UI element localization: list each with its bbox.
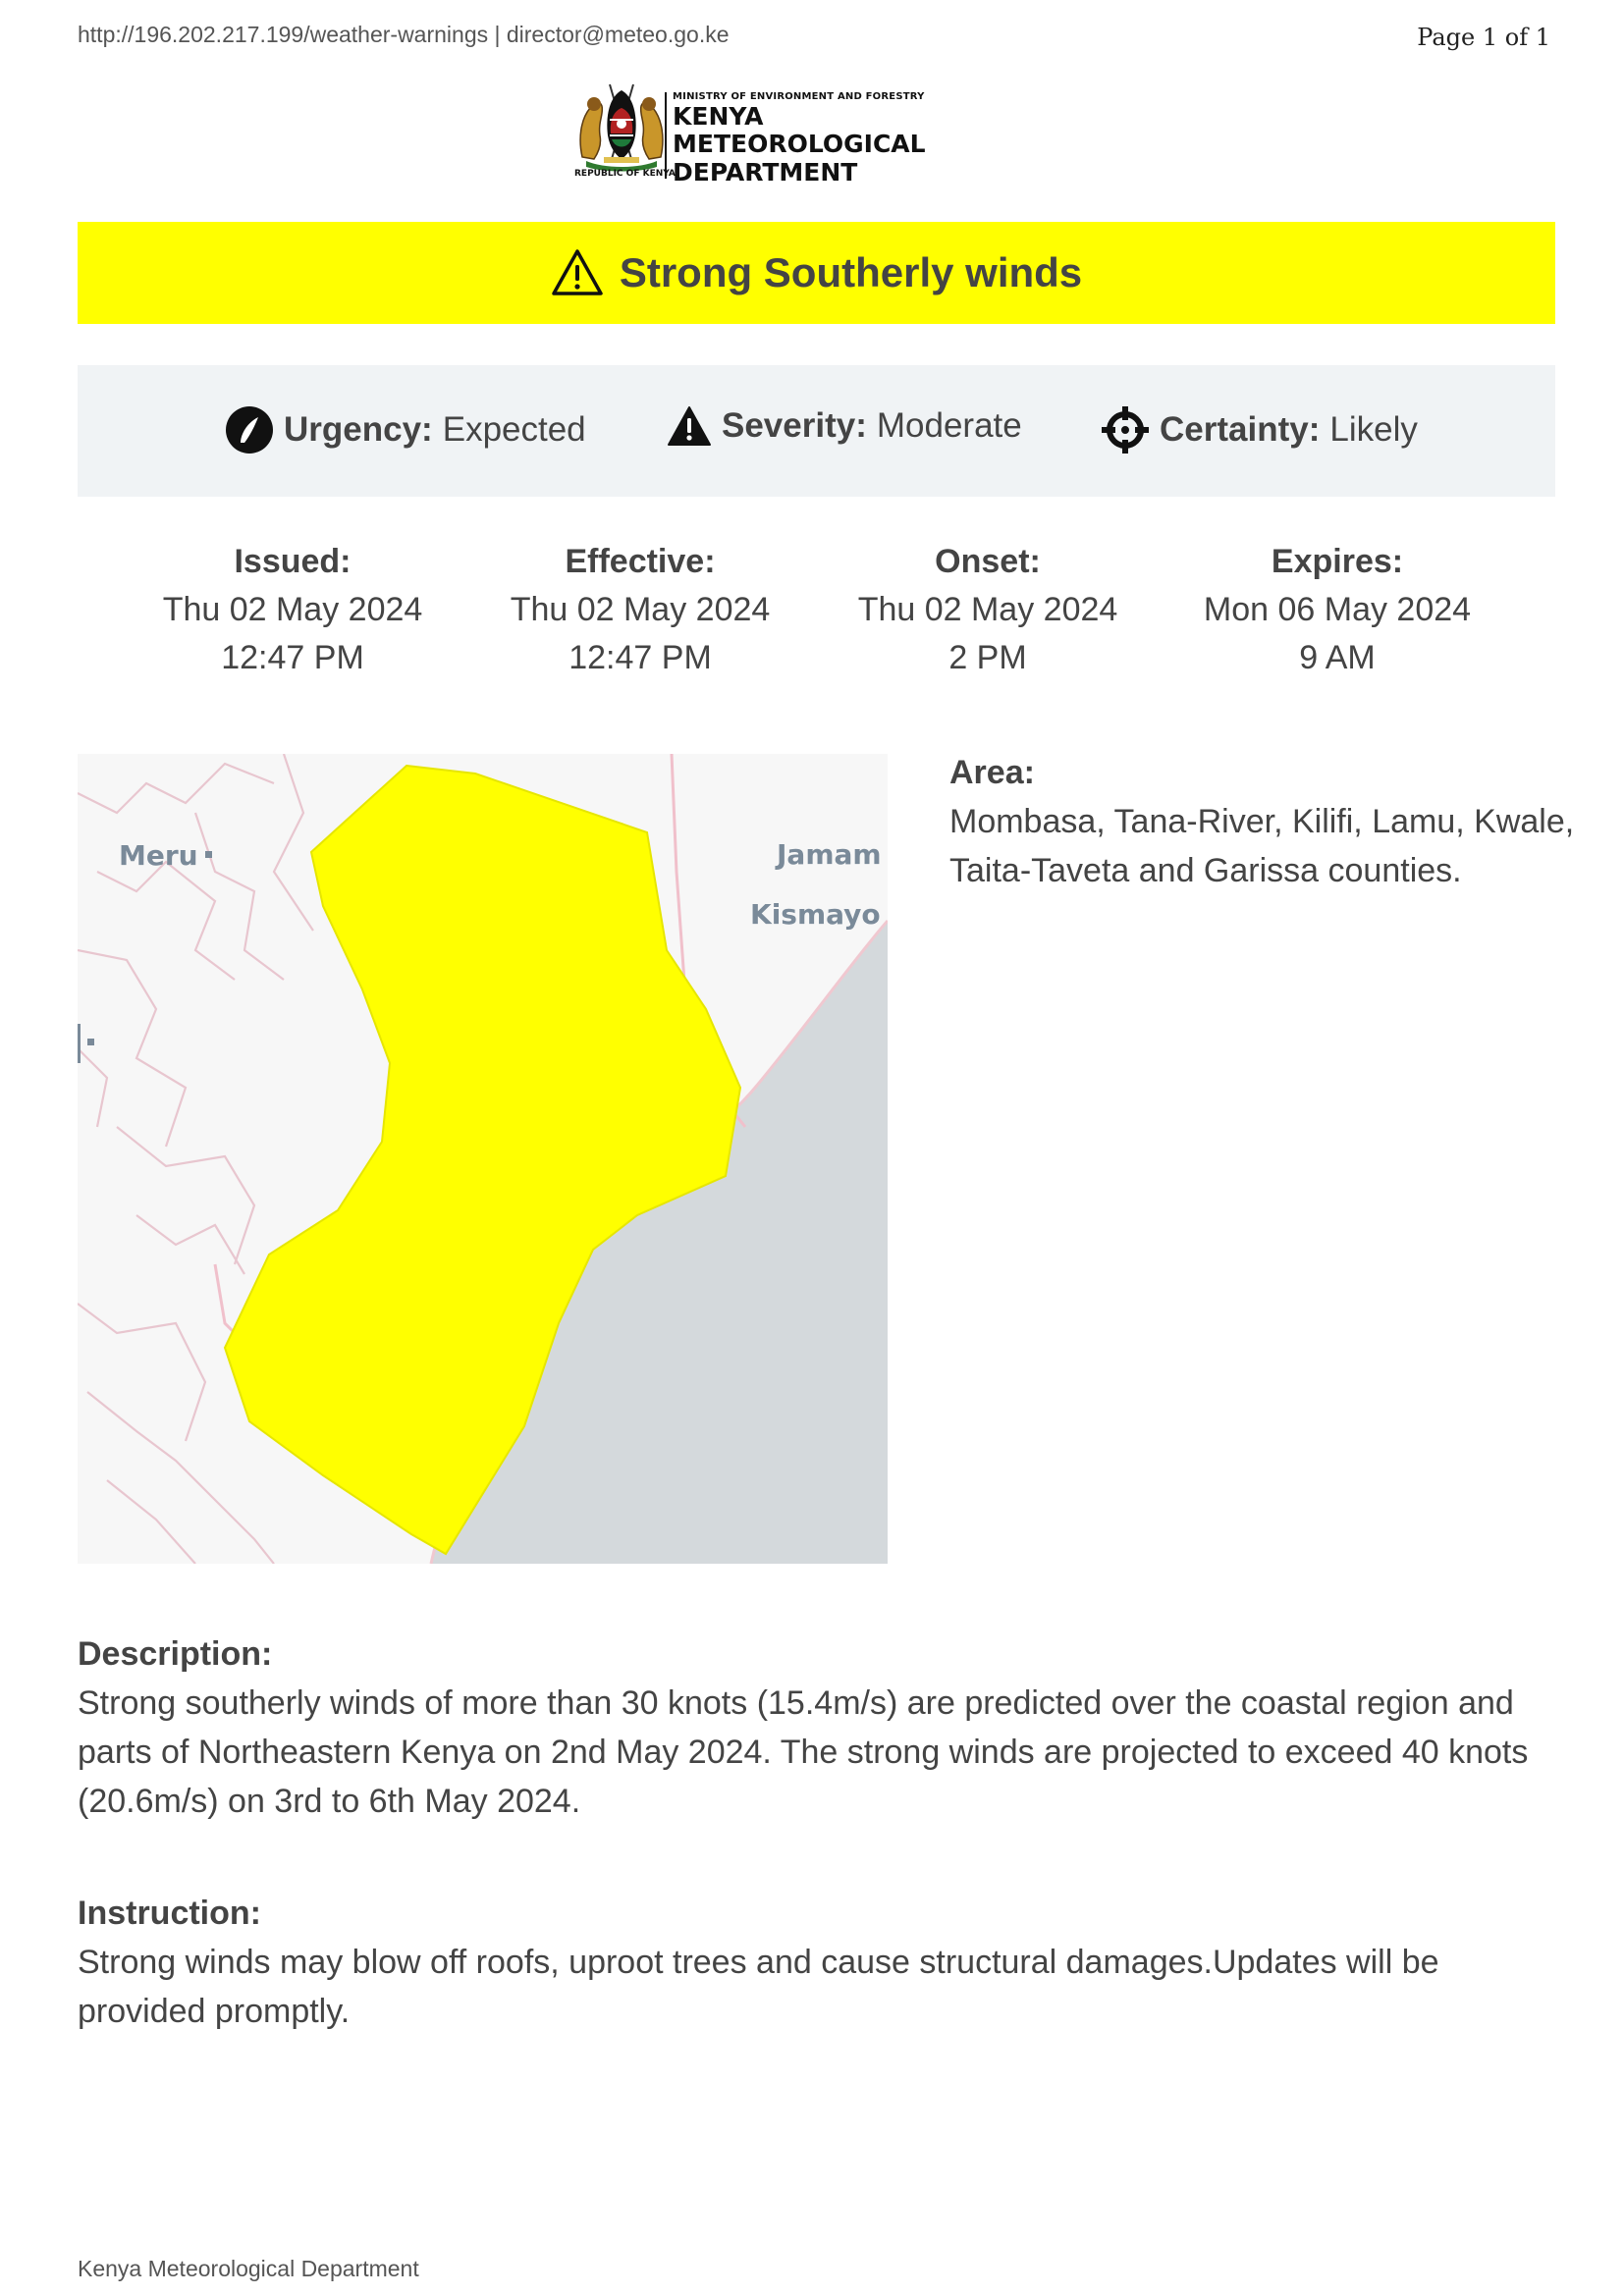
severity-value: Moderate — [876, 406, 1022, 445]
issued-label: Issued: — [234, 543, 352, 580]
crosshair-icon — [1101, 405, 1150, 454]
onset-block — [821, 538, 1155, 682]
gauge-icon — [225, 405, 274, 454]
warning-meta — [78, 365, 1555, 497]
expires-label: Expires: — [1271, 543, 1404, 580]
logo-dept-line1: KENYA METEOROLOGICAL — [673, 101, 926, 159]
expires-time: 9 AM — [1299, 639, 1376, 676]
expires-block — [1170, 538, 1504, 682]
urgency-item — [225, 405, 586, 454]
issued-block — [126, 538, 460, 682]
coat-of-arms-icon — [574, 80, 669, 175]
warning-triangle-icon — [551, 248, 604, 297]
urgency-label: Urgency: — [284, 410, 433, 449]
warning-area-map — [78, 754, 888, 1564]
onset-label: Onset: — [935, 543, 1041, 580]
warning-title-bar — [78, 222, 1555, 324]
issued-date: Thu 02 May 2024 — [162, 591, 423, 628]
logo-republic: REPUBLIC OF KENYA — [574, 169, 676, 179]
severity-item — [667, 405, 1022, 447]
area-value: Mombasa, Tana-River, Kilifi, Lamu, Kwale, Taita-Taveta and Garissa counties. — [949, 803, 1575, 889]
kmd-logo — [574, 75, 1006, 185]
page-url-contact: http://196.202.217.199/weather-warnings | director@meteo.go.ke — [78, 22, 730, 47]
onset-date: Thu 02 May 2024 — [857, 591, 1118, 628]
logo-text — [673, 91, 1006, 187]
map-label-kismayo: Kismayo — [750, 898, 881, 931]
instruction-section — [78, 1889, 1570, 2036]
area-section — [949, 748, 1578, 895]
effective-label: Effective: — [565, 543, 716, 580]
effective-time: 12:47 PM — [568, 639, 712, 676]
urgency-value: Expected — [442, 410, 586, 449]
effective-date: Thu 02 May 2024 — [510, 591, 771, 628]
warning-title: Strong Southerly winds — [619, 249, 1083, 295]
expires-date: Mon 06 May 2024 — [1203, 591, 1472, 628]
certainty-item — [1101, 405, 1418, 454]
map-label-meru: Meru — [119, 839, 198, 872]
logo-ministry: MINISTRY OF ENVIRONMENT AND FORESTRY — [673, 91, 925, 102]
logo-dept-line2: DEPARTMENT — [673, 158, 858, 187]
description-label: Description: — [78, 1635, 273, 1673]
issued-time: 12:47 PM — [221, 639, 364, 676]
certainty-value: Likely — [1329, 410, 1418, 449]
page-indicator: Page 1 of 1 — [1417, 24, 1550, 51]
severity-label: Severity: — [722, 406, 867, 445]
instruction-text: Strong winds may blow off roofs, uproot trees and cause structural damages.Updates will be provided promptly. — [78, 1944, 1439, 2030]
logo-divider — [665, 92, 667, 179]
instruction-label: Instruction: — [78, 1895, 261, 1932]
page-footer: Kenya Meteorological Department — [78, 2256, 419, 2281]
map-label-jamaame: Jamam — [777, 838, 882, 871]
onset-time: 2 PM — [948, 639, 1027, 676]
map-canvas — [78, 754, 888, 1564]
area-label: Area: — [949, 754, 1035, 791]
alert-triangle-icon — [667, 405, 712, 447]
effective-block — [473, 538, 807, 682]
certainty-label: Certainty: — [1160, 410, 1321, 449]
description-section — [78, 1629, 1570, 1826]
description-text: Strong southerly winds of more than 30 knots (15.4m/s) are predicted over the coastal region and parts of Northeastern Kenya on 2nd May 2024. The strong winds are projected to exceed 40 knots (20.6m/s) on 3rd to 6th May 2024. — [78, 1684, 1529, 1820]
